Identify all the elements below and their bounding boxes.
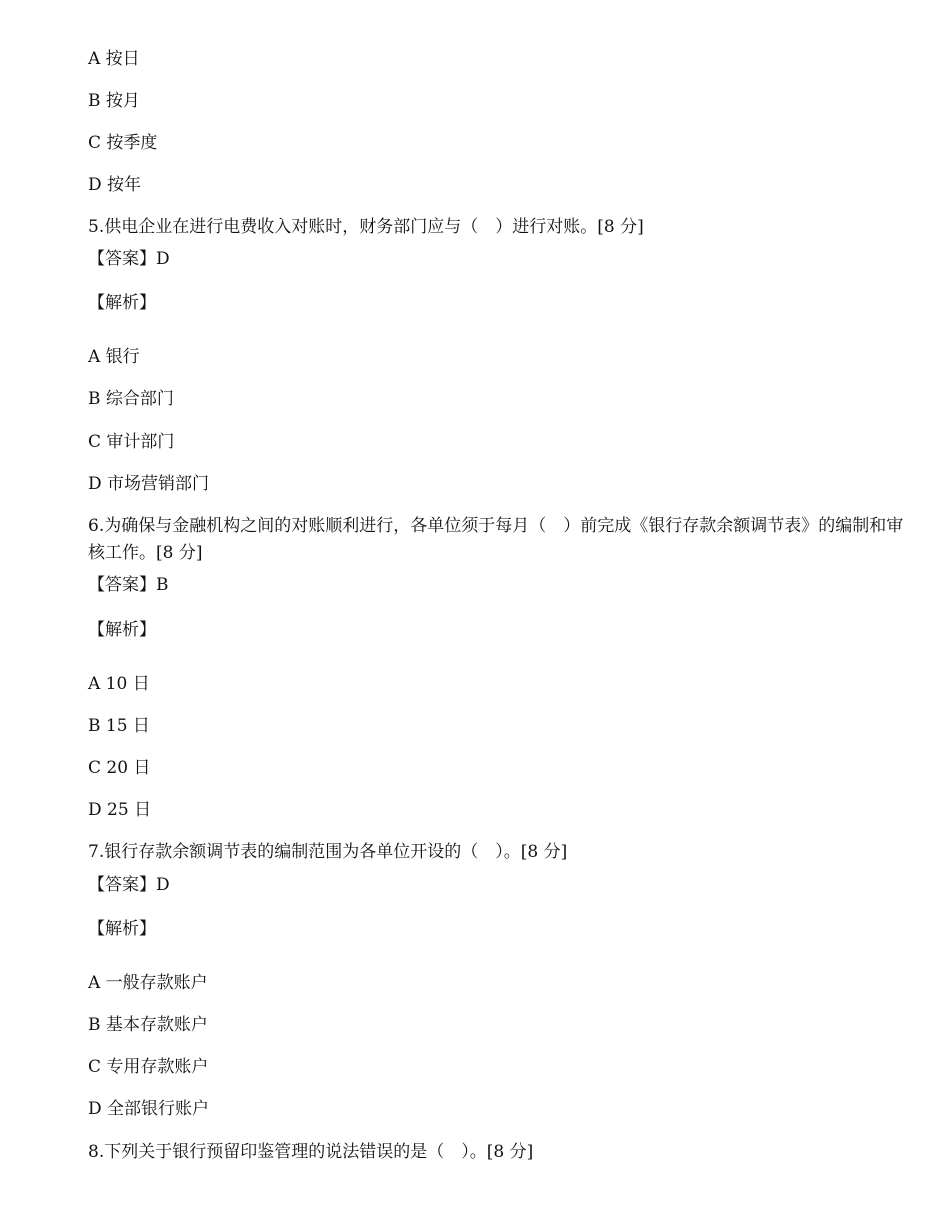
option-d: D 按年 [88, 175, 142, 195]
option-a: A 银行 [88, 347, 140, 367]
option-b: B 按月 [88, 91, 140, 111]
analysis-7: 【解析】 [88, 919, 156, 939]
option-c: C 20 日 [88, 758, 151, 778]
option-b: B 综合部门 [88, 389, 174, 409]
option-a: A 一般存款账户 [88, 973, 208, 993]
option-a: A 10 日 [88, 674, 150, 694]
answer-6: 【答案】B [88, 575, 169, 595]
option-d: D 市场营销部门 [88, 474, 210, 494]
option-d: D 25 日 [88, 800, 152, 820]
analysis-6: 【解析】 [88, 620, 156, 640]
option-d: D 全部银行账户 [88, 1099, 210, 1119]
option-c: C 专用存款账户 [88, 1057, 209, 1077]
option-b: B 基本存款账户 [88, 1015, 208, 1035]
option-c: C 审计部门 [88, 432, 175, 452]
option-a: A 按日 [88, 49, 140, 69]
option-c: C 按季度 [88, 133, 158, 153]
answer-7: 【答案】D [88, 875, 170, 895]
question-5: 5.供电企业在进行电费收入对账时，财务部门应与（ ）进行对账。[8 分] [88, 217, 644, 237]
option-b: B 15 日 [88, 716, 150, 736]
question-8: 8.下列关于银行预留印鉴管理的说法错误的是（ ）。[8 分] [88, 1142, 534, 1162]
question-7: 7.银行存款余额调节表的编制范围为各单位开设的（ ）。[8 分] [88, 842, 568, 862]
answer-5: 【答案】D [88, 249, 170, 269]
question-6: 6.为确保与金融机构之间的对账顺利进行，各单位须于每月（ ）前完成《银行存款余额调节表》的编制和审核工作。[8 分] [88, 516, 904, 563]
analysis-5: 【解析】 [88, 293, 156, 313]
